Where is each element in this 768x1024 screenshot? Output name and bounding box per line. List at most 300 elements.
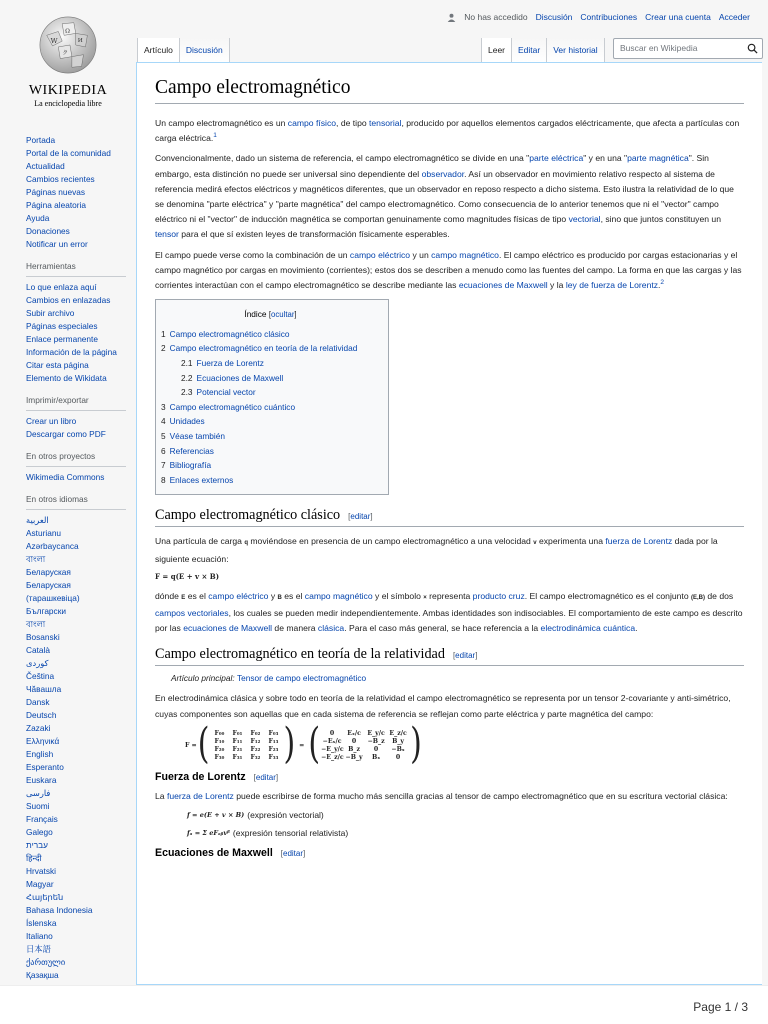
sidebar-language-item-link[interactable]: Català <box>26 645 50 655</box>
matrix-value: −B_y <box>345 753 363 761</box>
sidebar-tool-item <box>26 372 126 385</box>
article-content <box>136 62 762 985</box>
toc-number: 2 <box>161 343 166 354</box>
sidebar-language-item <box>26 657 126 670</box>
sidebar-language-item-link[interactable]: Íslenska <box>26 918 57 928</box>
sidebar-language-item <box>26 774 126 787</box>
text: experimenta una <box>536 536 606 547</box>
matrix-component: F₁₃ <box>268 737 279 745</box>
pdf-footer <box>0 985 768 1024</box>
sidebar-language-item <box>26 852 126 865</box>
table-of-contents <box>155 299 389 495</box>
toc-toggle[interactable]: ocultar <box>271 310 295 320</box>
matrix-component: F₃₀ <box>214 753 225 761</box>
matrix-value: Eₓ/c <box>347 729 361 737</box>
sidebar-nav-item-link[interactable]: Portal de la comunidad <box>26 148 111 158</box>
subsection-heading-maxwell: Ecuaciones de Maxwell [editar] <box>155 846 306 859</box>
link-producto-cruz[interactable]: producto cruz <box>472 590 525 601</box>
toc-item[interactable] <box>161 400 380 415</box>
tab-history[interactable]: Ver historial <box>546 38 604 62</box>
matrix-component: F₀₀ <box>214 729 225 737</box>
link-ley-lorentz[interactable]: ley de fuerza de Lorentz <box>565 280 659 291</box>
sidebar-navigation <box>26 134 126 251</box>
sidebar-languages <box>26 493 126 982</box>
text: . <box>635 623 638 634</box>
matrix-component: F₀₃ <box>268 729 279 737</box>
sidebar-language-item-link[interactable]: עברית <box>26 840 48 850</box>
lorentz-paragraph <box>155 789 744 804</box>
sidebar-tool-item-link[interactable]: Enlace permanente <box>26 334 98 344</box>
link-electrodinamica-cuantica[interactable]: electrodinámica cuántica <box>540 623 636 634</box>
sidebar-language-item-link[interactable]: Беларуская (тарашкевіца) <box>26 580 80 603</box>
matrix-component: F₂₃ <box>268 745 279 753</box>
reference-2[interactable]: 2 <box>660 279 665 287</box>
text: de dos <box>705 590 734 601</box>
matrix-value: B_y <box>392 737 405 745</box>
text: . Para el caso más general, se hace referencia a la <box>344 623 541 634</box>
sidebar-language-item <box>26 722 126 735</box>
sidebar-language-item <box>26 631 126 644</box>
text: representa <box>426 590 473 601</box>
sidebar-tool-item <box>26 281 126 294</box>
sidebar-nav-item-link[interactable]: Páginas nuevas <box>26 187 86 197</box>
reference-1[interactable]: 1 <box>213 132 217 140</box>
sidebar-language-item-link[interactable]: Հայերեն <box>26 892 64 902</box>
vector-formula-label: (expresión vectorial) <box>247 809 324 820</box>
sidebar-language-item-link[interactable]: 日本語 <box>26 944 51 954</box>
text: dada por la siguiente ecuación: <box>155 536 718 564</box>
edit-section-link[interactable]: editar <box>455 651 476 661</box>
sidebar-language-item <box>26 761 126 774</box>
sidebar-language-item-link[interactable]: Zazaki <box>26 723 51 733</box>
toc-item[interactable] <box>161 414 380 429</box>
edit-section-link[interactable]: editar <box>350 512 371 522</box>
sidebar-language-item-link[interactable]: Hrvatski <box>26 866 56 876</box>
languages-heading: En otros idiomas <box>26 493 126 510</box>
sidebar-language-item <box>26 891 126 904</box>
lorentz-formula: F = q(E + v × B) <box>155 571 220 581</box>
print-heading: Imprimir/exportar <box>26 394 126 411</box>
link-parte-electrica[interactable]: parte eléctrica <box>529 153 584 164</box>
page-number: Page 1 / 3 <box>693 1000 748 1014</box>
sidebar-nav-item <box>26 160 126 173</box>
text: Un campo electromagnético es un <box>155 118 288 128</box>
sidebar-language-item <box>26 605 126 618</box>
text: de manera <box>272 623 318 634</box>
sidebar-tool-item <box>26 359 126 372</box>
sidebar-nav-item <box>26 147 126 160</box>
matrix-value: −E_y/c <box>321 745 344 753</box>
sidebar-language-item-link[interactable]: Euskara <box>26 775 57 785</box>
text: Convencionalmente, dado un sistema de referencia, el campo electromagnético se divide en una " <box>155 153 530 164</box>
sidebar-language-item <box>26 839 126 852</box>
print-list <box>26 415 126 441</box>
sidebar-nav-item <box>26 238 126 251</box>
link-fuerza-lorentz-2[interactable]: fuerza de Lorentz <box>166 790 234 801</box>
heading-text: Campo electromagnético en teoría de la relatividad <box>155 646 445 663</box>
sidebar-tool-item <box>26 294 126 307</box>
sidebar-language-item-link[interactable]: বাংলা <box>26 554 46 564</box>
sidebar-language-item <box>26 618 126 631</box>
sidebar-language-item <box>26 709 126 722</box>
text: . El campo electromagnético es el conjunto <box>524 590 691 601</box>
sidebar-nav-item-link[interactable]: Página aleatoria <box>26 200 86 210</box>
sidebar-language-item-link[interactable]: Asturianu <box>26 528 62 538</box>
link-campo-fisico[interactable]: campo físico <box>287 118 337 128</box>
sidebar-language-item-link[interactable]: Galego <box>26 827 53 837</box>
matrix-component: F₂₂ <box>250 745 261 753</box>
not-logged-text: No has accedido <box>464 12 528 22</box>
matrix-component: F₂₀ <box>214 745 225 753</box>
link-campo-magnetico[interactable]: campo magnético <box>431 249 499 260</box>
sidebar-language-item-link[interactable]: বাংলা <box>26 619 46 629</box>
link-campo-electrico-2[interactable]: campo eléctrico <box>208 590 269 601</box>
sidebar-language-item <box>26 670 126 683</box>
toc-link[interactable]: Bibliografía <box>169 460 212 471</box>
sidebar-language-item <box>26 527 126 540</box>
sidebar-language-item <box>26 787 126 800</box>
subsection-heading-lorentz: Fuerza de Lorentz [editar] <box>155 770 279 783</box>
matrix-component: F₁₂ <box>250 737 261 745</box>
matrix-values <box>321 730 409 761</box>
wikipedia-logo[interactable] <box>22 14 114 108</box>
sidebar-nav-item <box>26 225 126 238</box>
create-account-link[interactable]: Crear una cuenta <box>645 12 711 22</box>
sidebar-language-item <box>26 904 126 917</box>
projects-heading: En otros proyectos <box>26 450 126 467</box>
namespace-tabs <box>137 38 230 62</box>
matrix-value: E_z/c <box>389 729 407 737</box>
text: " y en una " <box>583 153 628 164</box>
sidebar-language-item-link[interactable]: Dansk <box>26 697 50 707</box>
toc-link[interactable]: Referencias <box>169 445 214 456</box>
sidebar-nav-item-link[interactable]: Actualidad <box>26 161 65 171</box>
sidebar-language-item-link[interactable]: Magyar <box>26 879 54 889</box>
toc-item[interactable] <box>161 327 380 342</box>
matrix-component: F₀₂ <box>250 729 261 737</box>
sidebar-tool-item <box>26 320 126 333</box>
sidebar-language-item-link[interactable]: Français <box>26 814 58 824</box>
tools-list <box>26 281 126 385</box>
sidebar-tool-item <box>26 346 126 359</box>
text: ". Sin embargo, esta distinción no puede ser universal sino dependiente del <box>155 153 709 179</box>
sidebar-tools <box>26 260 126 385</box>
matrix-component: F₃₂ <box>250 753 261 761</box>
toc-number: 8 <box>161 474 166 485</box>
text: y <box>268 590 278 601</box>
login-link[interactable]: Acceder <box>718 12 750 22</box>
heading-text: Campo electromagnético clásico <box>155 507 341 524</box>
sidebar-language-item <box>26 969 126 982</box>
toc-item[interactable] <box>161 444 380 459</box>
text: Una partícula de carga <box>155 536 245 547</box>
tab-article[interactable]: Artículo <box>137 38 179 62</box>
tensor-formula <box>187 828 744 838</box>
sidebar-language-item <box>26 917 126 930</box>
sidebar-tool-item-link[interactable]: Información de la página <box>26 347 117 357</box>
sidebar-language-item-link[interactable]: हिन्दी <box>26 853 42 863</box>
toc-number: 2.1 <box>181 358 193 369</box>
tab-discussion[interactable]: Discusión <box>179 38 230 62</box>
sidebar-language-item-link[interactable]: Deutsch <box>26 710 57 720</box>
section-heading-relativity: Campo electromagnético en teoría de la relatividad [editar] <box>155 646 744 666</box>
heading-text: Fuerza de Lorentz <box>155 770 246 783</box>
tab-edit[interactable]: Editar <box>511 38 546 62</box>
sidebar-print-item-link[interactable]: Crear un libro <box>26 416 77 426</box>
sidebar-tool-item-link[interactable]: Elemento de Wikidata <box>26 373 107 383</box>
sidebar-nav-item-link[interactable]: Notificar un error <box>26 239 88 249</box>
sidebar-language-item <box>26 878 126 891</box>
link-campo-electrico[interactable]: campo eléctrico <box>349 249 411 260</box>
classic-paragraph-1: Una partícula de carga q moviéndose en presencia de un campo electromagnético a una velocidad v experimenta una fuerza de Lorentz dada por la siguiente ecuación: <box>155 536 718 564</box>
sidebar-project-item <box>26 471 126 484</box>
sidebar-nav-item <box>26 199 126 212</box>
toc-link[interactable]: Potencial vector <box>196 387 256 398</box>
sidebar-language-item-link[interactable]: Беларуская <box>26 567 71 577</box>
matrix-component: F₀₁ <box>232 729 243 737</box>
sidebar-language-item <box>26 865 126 878</box>
sidebar-nav-item <box>26 173 126 186</box>
text: . <box>658 280 661 291</box>
toc-title: Índice <box>244 309 267 320</box>
toc-item[interactable] <box>181 356 380 371</box>
toc-sublist <box>181 356 380 400</box>
toc-link[interactable]: Enlaces externos <box>169 474 234 485</box>
sidebar-tool-item-link[interactable]: Cambios en enlazadas <box>26 295 111 305</box>
sidebar-language-item-link[interactable]: Čeština <box>26 671 55 681</box>
personal-tools <box>447 12 750 22</box>
sidebar-language-item <box>26 644 126 657</box>
svg-text:Ω: Ω <box>65 28 70 35</box>
toc-title-row: Índice [ocultar] <box>244 309 297 320</box>
matrix-value: 0 <box>373 745 379 753</box>
sidebar-language-item-link[interactable]: Чӑвашла <box>26 684 62 694</box>
sidebar <box>26 134 126 985</box>
sidebar-language-item <box>26 579 126 605</box>
nav-list <box>26 134 126 251</box>
user-icon <box>447 13 456 22</box>
toc-link[interactable]: Ecuaciones de Maxwell <box>196 372 284 383</box>
main-article-note <box>155 673 744 683</box>
hatnote-label: Artículo principal: <box>171 673 235 684</box>
matrix-component: F₁₁ <box>232 737 243 745</box>
sidebar-language-item-link[interactable]: فارسی <box>26 788 51 798</box>
sidebar-language-item <box>26 553 126 566</box>
sidebar-language-item-link[interactable]: Esperanto <box>26 762 64 772</box>
toc-item[interactable] <box>181 385 380 400</box>
sidebar-language-item-link[interactable]: Azərbaycanca <box>26 541 79 551</box>
sidebar-nav-item <box>26 212 126 225</box>
view-tabs <box>481 38 605 62</box>
intro-paragraph-3 <box>155 248 744 294</box>
sidebar-language-item <box>26 813 126 826</box>
sidebar-nav-item-link[interactable]: Ayuda <box>26 213 50 223</box>
sidebar-nav-item <box>26 134 126 147</box>
sidebar-nav-item-link[interactable]: Portada <box>26 135 56 145</box>
sidebar-language-item-link[interactable]: Bahasa Indonesia <box>26 905 93 915</box>
matrix-value: Bₓ <box>371 753 381 761</box>
toc-number: 6 <box>161 445 166 456</box>
contributions-link[interactable]: Contribuciones <box>580 12 638 22</box>
sidebar-tool-item-link[interactable]: Páginas especiales <box>26 321 98 331</box>
matrix-value: −B_z <box>367 737 385 745</box>
tab-read[interactable]: Leer <box>481 38 511 62</box>
text: El campo puede verse como la combinación de un <box>155 249 350 260</box>
sidebar-print-item-link[interactable]: Descargar como PDF <box>26 429 106 439</box>
matrix-value: −Eₓ/c <box>322 737 342 745</box>
sidebar-language-item <box>26 930 126 943</box>
sidebar-project-item-link[interactable]: Wikimedia Commons <box>26 472 105 482</box>
languages-list <box>26 514 126 982</box>
link-ecuaciones-maxwell[interactable]: ecuaciones de Maxwell <box>458 280 548 291</box>
sidebar-tool-item-link[interactable]: Subir archivo <box>26 308 75 318</box>
edit-section-link[interactable]: editar <box>283 848 304 858</box>
link-campos-vectoriales[interactable]: campos vectoriales <box>155 607 229 618</box>
link-vectorial[interactable]: vectorial <box>568 214 601 225</box>
toc-number: 5 <box>161 430 166 441</box>
heading-text: Ecuaciones de Maxwell <box>155 846 273 859</box>
text: para el que sí existen leyes de transformación físicamente esperables. <box>178 229 450 240</box>
matrix-value: −Bₓ <box>391 745 405 753</box>
sidebar-language-item <box>26 540 126 553</box>
link-tensor[interactable]: tensor <box>155 229 179 240</box>
sidebar-language-item-link[interactable]: Italiano <box>26 931 53 941</box>
text: y la <box>547 280 566 291</box>
link-observador[interactable]: observador <box>421 168 465 179</box>
toc-item[interactable] <box>161 458 380 473</box>
svg-text:ク: ク <box>62 50 68 57</box>
vector-formula <box>187 810 744 820</box>
intro-paragraph-1 <box>155 116 744 146</box>
sidebar-language-item-link[interactable]: Ελληνικά <box>26 736 60 746</box>
text: , producido por aquellos elementos cargados eléctricamente, que afecta a partículas con carga eléctrica. <box>155 118 740 144</box>
sidebar-language-item-link[interactable]: Suomi <box>26 801 50 811</box>
link-parte-magnetica[interactable]: parte magnética <box>627 153 689 164</box>
sidebar-nav-item <box>26 186 126 199</box>
classic-paragraph-2: dónde E es el campo eléctrico y B es el campo magnético y el símbolo × representa producto cruz. El campo electromagnético es el conjunto (E,B) de dos campos vectoriales, los cuales se pueden medir independientemente. Ambas identidades son indisociables. El comportamiento de este campo es descrito por las ecuaciones de Maxwell de manera clásica. Para el caso más general, se hace referencia a la electrodinámica cuántica. <box>155 590 743 634</box>
intro-paragraph-2 <box>155 151 744 242</box>
sidebar-language-item <box>26 943 126 956</box>
toc-item[interactable] <box>181 371 380 386</box>
matrix-lhs: F = <box>185 741 197 749</box>
tensor-formula-label: (expresión tensorial relativista) <box>232 827 349 838</box>
matrix-component: F₃₁ <box>232 753 243 761</box>
sidebar-tool-item-link[interactable]: Lo que enlaza aquí <box>26 282 97 292</box>
sidebar-tool-item <box>26 307 126 320</box>
toc-number: 2.2 <box>181 372 193 383</box>
search-input[interactable] <box>613 38 763 59</box>
svg-text:W: W <box>50 37 58 46</box>
matrix-value: B_z <box>348 745 360 753</box>
edit-section-link[interactable]: editar <box>255 772 276 782</box>
link-campo-magnetico-2[interactable]: campo magnético <box>304 590 373 601</box>
toc-item[interactable] <box>161 473 380 488</box>
text: es el <box>185 590 209 601</box>
toc-number: 2.3 <box>181 387 193 398</box>
text: . El campo eléctrico es producido por cargas estacionarias y el campo magnético por cargas en movimiento (corrientes); estos dos se describen a menudo como las fuentes del campo. La forma en que las cargas y las corrientes interactúan con el campo electromagnético se describe mediante las <box>155 249 742 291</box>
sidebar-language-item-link[interactable]: Қазақша <box>26 970 59 980</box>
svg-text:И: И <box>77 38 83 45</box>
text: puede escribirse de forma mucho más sencilla gracias al tensor de campo electromagnético que en su escritura vectorial clásica: <box>233 790 728 801</box>
text: . Así un observador en movimiento relativo respecto al sistema de referencia medirá efectos eléctricos y magnéticos diferentes, que un observador en reposo respecto a dicho sistema. Esto ilustra la relatividad de lo que se denomina "parte eléctrica" y "parte magnética" del campo electromagnético. Como consecuencia de lo anterior tenemos que ni el "vector" campo eléctrico ni el "vector" de inducción magnética se comportan genuinamente como magnitudes físicas de tipo <box>155 168 734 225</box>
matrix-component: F₁₀ <box>214 737 225 745</box>
toc-list <box>161 327 380 488</box>
toc-link[interactable]: Campo electromagnético clásico <box>169 328 290 339</box>
projects-list <box>26 471 126 484</box>
text: y el símbolo <box>372 590 424 601</box>
search-placeholder: Buscar en Wikipedia <box>620 43 698 53</box>
sidebar-tool-item-link[interactable]: Citar esta página <box>26 360 89 370</box>
sidebar-language-item-link[interactable]: کوردی <box>26 658 49 668</box>
text: es el <box>281 590 305 601</box>
link-clasica[interactable]: clásica <box>317 623 345 634</box>
toc-link[interactable]: Unidades <box>169 416 205 427</box>
toc-link[interactable]: Campo electromagnético cuántico <box>169 401 296 412</box>
sidebar-language-item-link[interactable]: العربية <box>26 515 49 525</box>
sidebar-tool-item <box>26 333 126 346</box>
matrix-value: 0 <box>329 729 335 737</box>
section-heading-classic: Campo electromagnético clásico [editar] <box>155 507 744 527</box>
sidebar-language-item <box>26 566 126 579</box>
field-tensor-matrix: F = ( F₀₀ F₀₁ F₀₂ F₀₃ F₁₀ F₁₁ F₁₂ F₁₃ F₂₀ F₂₁ F₂₂ F₂₃ F₃₀ F₃₁ F₃₂ F₃₃ ) = ( 0 Eₓ/c E_y/c E_z/c −Eₓ/c 0 −B_z B_y −E_y/c B_z 0 −Bₓ −E_z/c −B_y Bₓ 0 ) <box>185 720 422 770</box>
sidebar-print-item <box>26 428 126 441</box>
toc-number: 1 <box>161 328 166 339</box>
toc-link[interactable]: Fuerza de Lorentz <box>196 358 264 369</box>
link-tensorial[interactable]: tensorial <box>369 118 402 128</box>
matrix-value: 0 <box>395 753 401 761</box>
sidebar-print <box>26 394 126 441</box>
text: La <box>155 790 167 801</box>
matrix-value: 0 <box>351 737 357 745</box>
link-tensor-campo[interactable]: Tensor de campo electromagnético <box>236 673 367 684</box>
link-fuerza-lorentz[interactable]: fuerza de Lorentz <box>605 536 673 547</box>
text: , los cuales se pueden medir independientemente. Ambas identidades son indisociables. El comportamiento de este campo es descrito por las <box>155 607 743 634</box>
sidebar-language-item <box>26 735 126 748</box>
sidebar-language-item <box>26 800 126 813</box>
sidebar-projects <box>26 450 126 484</box>
page-title: Campo electromagnético <box>155 77 744 104</box>
sidebar-nav-item-link[interactable]: Donaciones <box>26 226 70 236</box>
vector-formula-math: f = e(E + v × B) <box>187 810 245 819</box>
matrix-value: E_y/c <box>367 729 385 737</box>
sidebar-language-item <box>26 748 126 761</box>
sidebar-language-item-link[interactable]: ქართული <box>26 957 66 967</box>
text: dónde <box>155 590 182 601</box>
sidebar-language-item <box>26 826 126 839</box>
sidebar-nav-item-link[interactable]: Cambios recientes <box>26 174 95 184</box>
sidebar-language-item <box>26 956 126 969</box>
toc-item[interactable] <box>161 429 380 444</box>
matrix-components <box>210 730 282 761</box>
sidebar-language-item-link[interactable]: English <box>26 749 54 759</box>
talk-link[interactable]: Discusión <box>535 12 573 22</box>
search-icon[interactable] <box>747 43 758 54</box>
tensor-formula-math: fₐ = Σ eFₐᵦvᵝ <box>187 828 230 837</box>
toc-item[interactable] <box>161 341 380 399</box>
toc-number: 3 <box>161 401 166 412</box>
toc-link[interactable]: Campo electromagnético en teoría de la relatividad <box>169 343 358 354</box>
sidebar-language-item-link[interactable]: Български <box>26 606 66 616</box>
link-ecuaciones-maxwell-2[interactable]: ecuaciones de Maxwell <box>183 623 273 634</box>
sidebar-language-item-link[interactable]: Bosanski <box>26 632 60 642</box>
sidebar-language-item <box>26 683 126 696</box>
toc-link[interactable]: Véase también <box>169 430 225 441</box>
sidebar-print-item <box>26 415 126 428</box>
matrix-value: −E_z/c <box>321 753 344 761</box>
sidebar-language-item <box>26 696 126 709</box>
matrix-component: F₂₁ <box>232 745 243 753</box>
globe-icon <box>37 14 99 76</box>
